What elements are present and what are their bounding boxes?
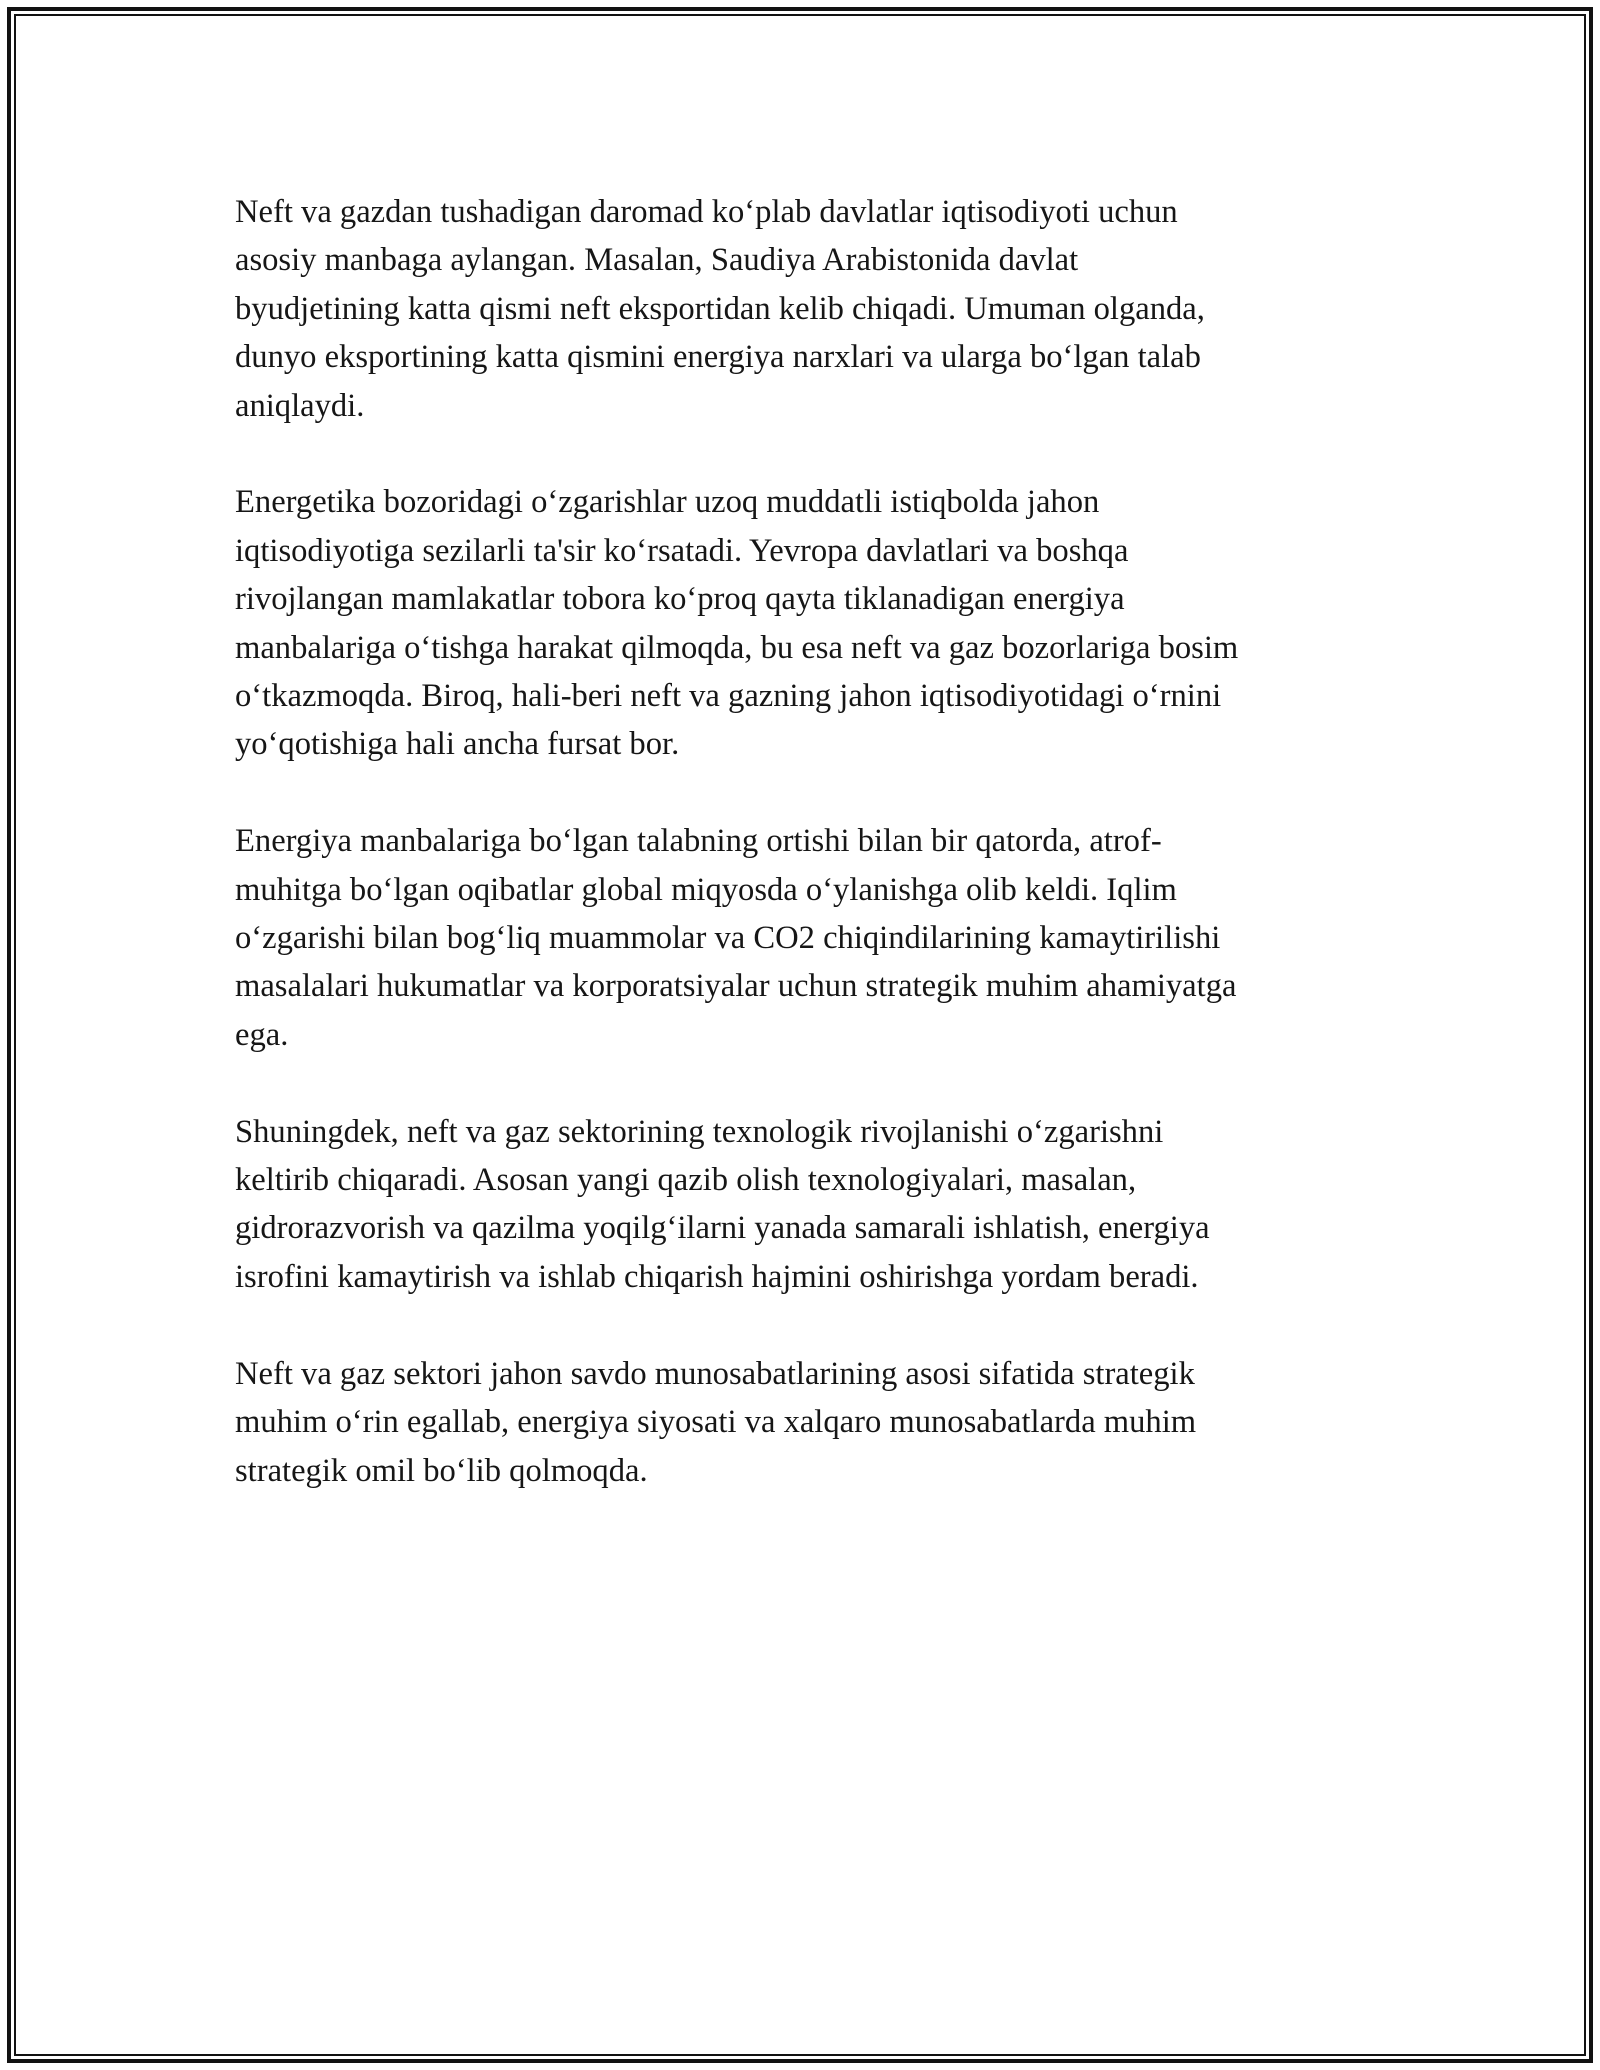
paragraph-4: Shuningdek, neft va gaz sektorining texnologik rivojlanishi o‘zgarishni keltirib chiqaradi. Asosan yangi qazib olish texnologiyalari, masalan, gidrorazvorish va qazilma yoqilg‘ilarni yanada samarali ishlatish, energiya isrofini kamaytirish va ishlab chiqarish hajmini oshirishga yordam beradi. (235, 1113, 1210, 1295)
paragraph-2: Energetika bozoridagi o‘zgarishlar uzoq muddatli istiqbolda jahon iqtisodiyotiga sezilarli ta'sir ko‘rsatadi. Yevropa davlatlari va boshqa rivojlangan mamlakatlar tobora ko‘proq qayta tiklanadigan energiya manbalariga o‘tishga harakat qilmoqda, bu esa neft va gaz bozorlariga bosim o‘tkazmoqda. Biroq, hali-beri neft va gazning jahon iqtisodiyotidagi o‘rnini yo‘qotishiga hali ancha fursat bor. (235, 484, 1239, 763)
paragraph-5: Neft va gaz sektori jahon savdo munosabatlarining asosi sifatida strategik muhim o‘rin egallab, energiya siyosati va xalqaro munosabatlarda muhim strategik omil bo‘lib qolmoqda. (235, 1355, 1197, 1489)
document-body (235, 188, 1370, 1543)
paragraph-3: Energiya manbalariga bo‘lgan talabning ortishi bilan bir qatorda, atrof- muhitga bo‘lgan oqibatlar global miqyosda o‘ylanishga olib keldi. Iqlim o‘zgarishi bilan bog‘liq muammolar va CO2 chiqindilarining kamaytirilishi masalalari hukumatlar va korporatsiyalar uchun strategik muhim ahamiyatga ega. (235, 823, 1237, 1053)
paragraph-1: Neft va gazdan tushadigan daromad ko‘plab davlatlar iqtisodiyoti uchun asosiy manbaga aylangan. Masalan, Saudiya Arabistonida davlat byudjetining katta qismi neft eksportidan kelib chiqadi. Umuman olganda, dunyo eksportining katta qismini energiya narxlari va ularga bo‘lgan talab aniqlaydi. (235, 194, 1205, 424)
